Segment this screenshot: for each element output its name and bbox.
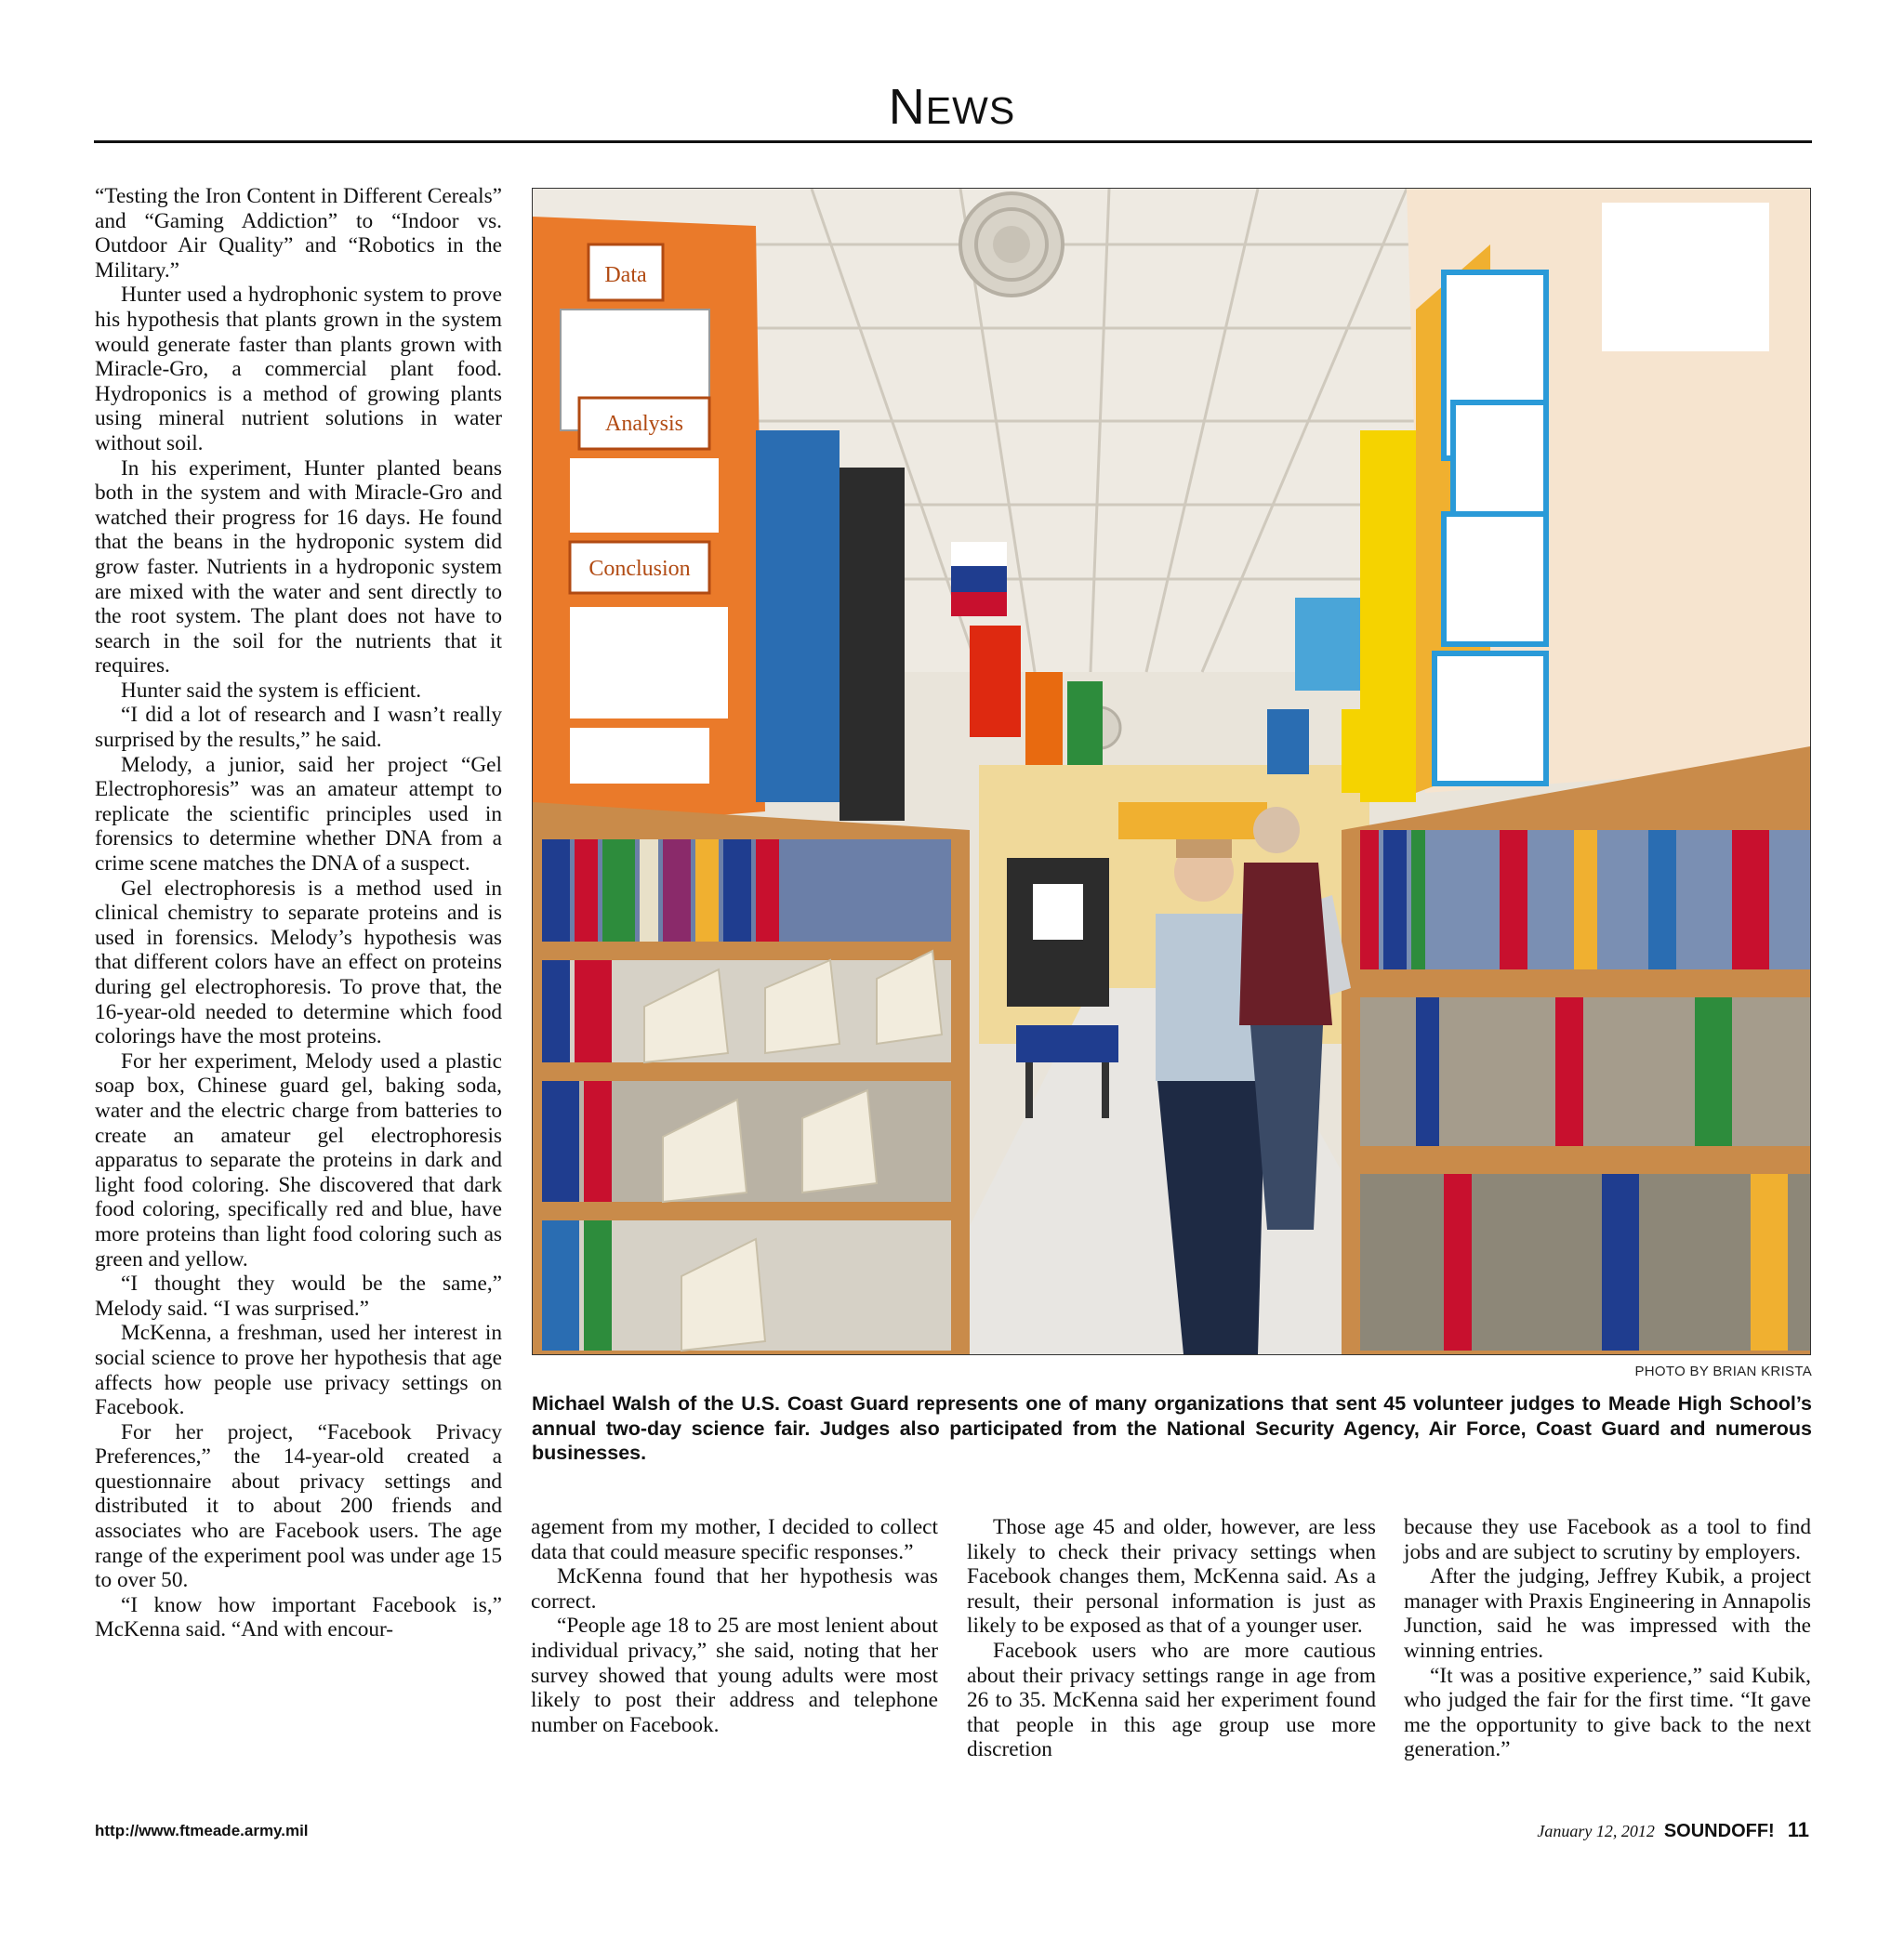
- article-column-3: [967, 1515, 1376, 1762]
- paragraph: agement from my mother, I decided to collect data that could measure specific responses.”: [531, 1515, 938, 1564]
- paragraph: Facebook users who are more cautious about their privacy settings range in age from 26 to 35. McKenna said her experiment found that people in this age group use more discretion: [967, 1638, 1376, 1762]
- news-photo: [532, 188, 1811, 1355]
- footer-url: http://www.ftmeade.army.mil: [95, 1822, 309, 1839]
- paragraph: For her experiment, Melody used a plastic soap box, Chinese guard gel, baking soda, water and the electric charge from batteries to create an amateur gel electrophoresis apparatus to separate the proteins in dark and light food coloring. She discovered that dark food coloring, specifically red and blue, have more proteins than light food coloring such as green and yellow.: [95, 1048, 502, 1272]
- footer-folio: [1537, 1818, 1809, 1842]
- paragraph: Gel electrophoresis is a method used in clinical chemistry to separate proteins and is used in forensics. Melody’s hypothesis was that different colors have an effect on proteins during gel electrophoresis. To prove that, the 16-year-old needed to determine which food colorings have the most proteins.: [95, 876, 502, 1049]
- section-heading-initial: N: [888, 79, 926, 135]
- paragraph: After the judging, Jeffrey Kubik, a project manager with Praxis Engineering in Annapolis Junction, said he was impressed with the winning entries.: [1404, 1564, 1811, 1663]
- paragraph: McKenna, a freshman, used her interest in social science to prove her hypothesis that age affects how people use privacy settings on Facebook.: [95, 1321, 502, 1420]
- paragraph: Those age 45 and older, however, are less likely to check their privacy settings when Facebook changes them, McKenna said. As a result, their personal information is just as likely to be exposed as that of a younger user.: [967, 1515, 1376, 1639]
- board-label-conclusion: Conclusion: [588, 557, 691, 581]
- paragraph: because they use Facebook as a tool to find jobs and are subject to scrutiny by employers.: [1404, 1515, 1811, 1564]
- section-heading-rest: EWS: [925, 89, 1016, 132]
- page-number: 11: [1787, 1818, 1809, 1841]
- board-label-analysis: Analysis: [605, 412, 683, 436]
- article-column-4: [1404, 1515, 1811, 1762]
- paragraph: “People age 18 to 25 are most lenient about individual privacy,” she said, noting that her survey showed that young adults were most likely to post their address and telephone number on Facebook.: [531, 1614, 938, 1737]
- board-label-data: Data: [604, 263, 647, 287]
- article-column-1: [95, 184, 502, 1642]
- issue-date: January 12, 2012: [1537, 1822, 1655, 1840]
- paragraph: Melody, a junior, said her project “Gel Electrophoresis” was an amateur attempt to replicate the scientific principles used in forensics to determine whether DNA from a crime scene matches the DNA of a suspect.: [95, 752, 502, 877]
- paragraph: “I know how important Facebook is,” McKenna said. “And with encour-: [95, 1592, 502, 1642]
- paragraph: “Testing the Iron Content in Different Cereals” and “Gaming Addiction” to “Indoor vs. Outdoor Air Quality” and “Robotics in the Military.”: [95, 184, 502, 283]
- paragraph: “It was a positive experience,” said Kubik, who judged the fair for the first time. “It gave me the opportunity to give back to the next generation.”: [1404, 1663, 1811, 1762]
- paragraph: McKenna found that her hypothesis was correct.: [531, 1564, 938, 1614]
- section-heading: [0, 78, 1904, 136]
- header-rule: [94, 140, 1812, 143]
- paragraph: “I did a lot of research and I wasn’t really surprised by the results,” he said.: [95, 703, 502, 753]
- article-column-2: [531, 1515, 938, 1737]
- photo-caption: Michael Walsh of the U.S. Coast Guard represents one of many organizations that sent 45 volunteer judges to Meade High School’s annual two-day science fair. Judges also participated from the National Security Agency, Air Force, Coast Guard and numerous businesses.: [532, 1392, 1812, 1464]
- paragraph: Hunter said the system is efficient.: [121, 678, 422, 703]
- paragraph: For her project, “Facebook Privacy Preferences,” the 14-year-old created a questionnaire about privacy settings and distributed it to about 200 friends and associates who are Facebook users. The age range of the experiment pool was under age 15 to over 50.: [95, 1419, 502, 1593]
- paragraph: In his experiment, Hunter planted beans both in the system and with Miracle-Gro and watched their progress for 16 days. He found that the beans in the hydroponic system did grow faster. Nutrients in a hydroponic system are mixed with the water and sent directly to the root system. The plant does not have to search in the soil for the nutrients that it requires.: [95, 455, 502, 679]
- paragraph: “I thought they would be the same,” Melody said. “I was surprised.”: [95, 1272, 502, 1321]
- photo-credit: PHOTO BY BRIAN KRISTA: [1634, 1364, 1812, 1379]
- paragraph: Hunter used a hydrophonic system to prove his hypothesis that plants grown in the system would generate faster than plants grown with Miracle-Gro, a commercial plant food. Hydroponics is a method of growing plants using mineral nutrient solutions in water without soil.: [95, 283, 502, 455]
- publication-name: SOUNDOFF!: [1663, 1821, 1775, 1841]
